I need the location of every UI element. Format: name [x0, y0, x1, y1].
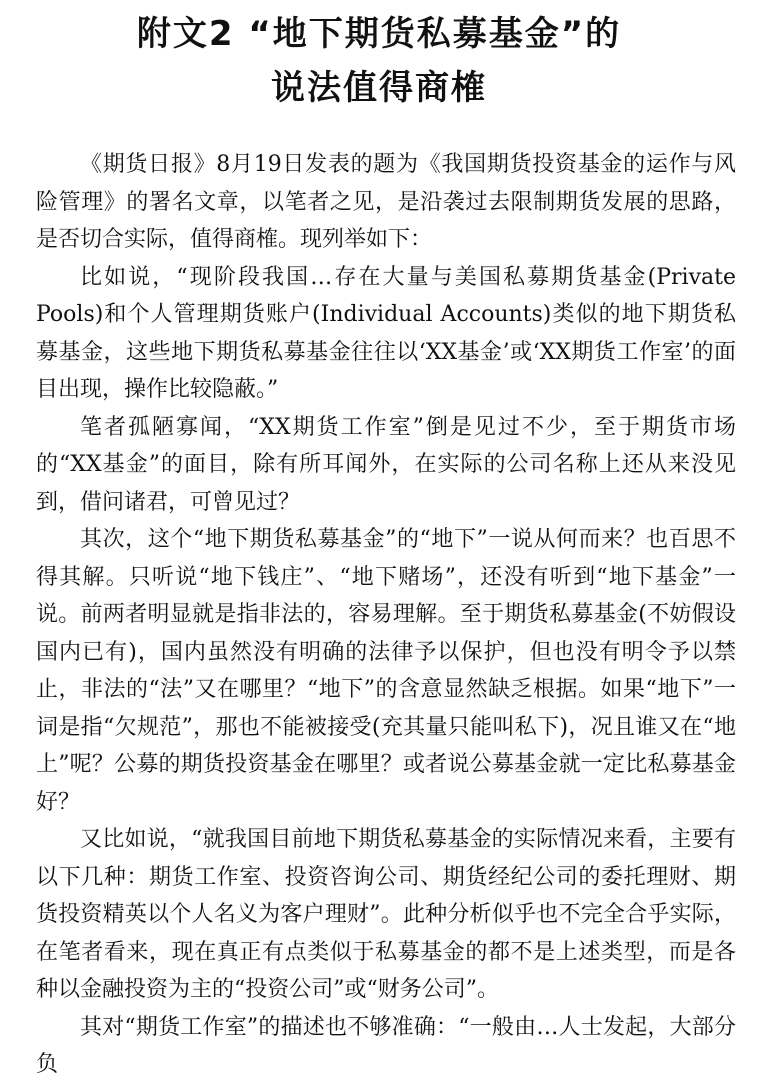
- paragraph-studio-description: 其对“期货工作室”的描述也不够准确：“一般由…人士发起，大部分负: [36, 1014, 736, 1077]
- paragraph-response-1: 笔者孤陋寡闻，“XX期货工作室”倒是见过不少，至于期货市场的“XX基金”的面目，除有所耳闻外，在实际的公司名称上还从来没见到，借问诸君，可曾见过？: [36, 414, 736, 515]
- document-title-line-2: 说法值得商榷: [271, 68, 487, 108]
- paragraph-intro: 《期货日报》8月19日发表的题为《我国期货投资基金的运作与风险管理》的署名文章，以笔者之见，是沿袭过去限制期货发展的思路，是否切合实际，值得商榷。现列举如下：: [36, 152, 736, 252]
- paragraph-example-2: 又比如说，“就我国目前地下期货私募基金的实际情况来看，主要有以下几种：期货工作室、投资咨询公司、期货经纪公司的委托理财、期货投资精英以个人名义为客户理财”。此种分析似乎也不完全合乎实际，在笔者看来，现在真正有点类似于私募基金的都不是上述类型，而是各种以金融投资为主的“投资公司”或“财务公司”。: [36, 827, 736, 1002]
- document-title-line-1: 附文2 “地下期货私募基金”的: [136, 14, 622, 54]
- paragraph-second-point: 其次，这个“地下期货私募基金”的“地下”一说从何而来？也百思不得其解。只听说“地下钱庄”、“地下赌场”，还没有听到“地下基金”一说。前两者明显就是指非法的，容易理解。至于期货私募基金(不妨假设国内已有)，国内虽然没有明确的法律予以保护，但也没有明令予以禁止，非法的“法”又在哪里？“地下”的含意显然缺乏根据。如果“地下”一词是指“欠规范”，那也不能被接受(充其量只能叫私下)，况且谁又在“地上”呢？公募的期货投资基金在哪里？或者说公募基金就一定比私募基金好？: [36, 527, 736, 815]
- paragraph-example-1: 比如说，“现阶段我国…存在大量与美国私募期货基金(Private Pools)和个人管理期货账户(Individual Accounts)类似的地下期货私募基金，这些地下期货私募基金往往以‘XX基金’或‘XX期货工作室’的面目出现，操作比较隐蔽。”: [36, 264, 736, 402]
- article-body: [36, 146, 736, 1084]
